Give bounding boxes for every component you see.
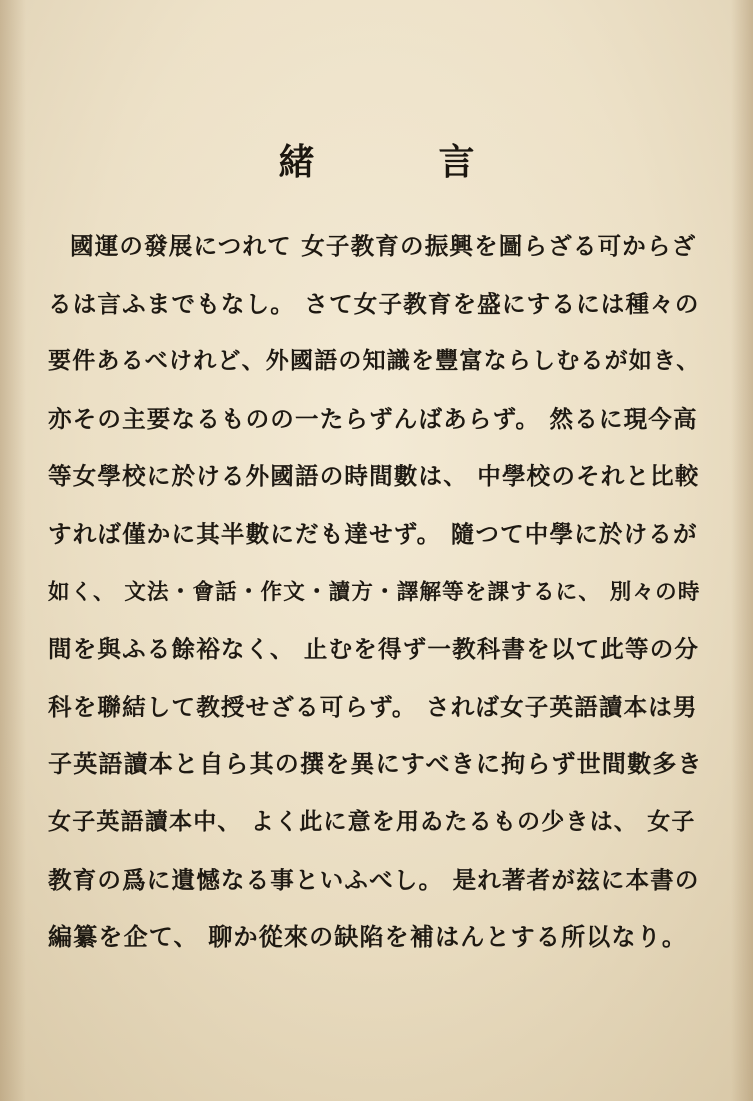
text-line: 間を與ふる餘裕なく、 止むを得ず一教科書を以て此等の分 xyxy=(48,635,700,664)
text-line: すれば僅かに其半數にだも達せず。 隨つて中學に於けるが xyxy=(48,519,698,548)
text-line: 女子英語讀本中、 よく此に意を用ゐたるもの少きは、 女子 xyxy=(48,808,696,835)
text-line: 科を聯結して教授せざる可らず。 されば女子英語讀本は男 xyxy=(48,692,698,721)
text-line: 亦その主要なるものの一たらずんばあらず。 然るに現今高 xyxy=(48,404,698,433)
text-line: 國運の發展につれて 女子教育の振興を圖らざる可からざ xyxy=(70,232,697,260)
text-line: 教育の爲に遺憾なる事といふべし。 是れ著者が玆に本書の xyxy=(48,865,700,894)
text-line: 等女學校に於ける外國語の時間數は、 中學校のそれと比較 xyxy=(48,462,700,491)
text-line: 編纂を企て、 聊か從來の缺陷を補はんとする所以なり。 xyxy=(48,923,688,952)
preface-body xyxy=(48,218,708,967)
text-line: 如く、 文法・會話・作文・讀方・譯解等を課するに、 別々の時 xyxy=(48,579,701,605)
text-line: 要件あるべけれど、外國語の知識を豐富ならしむるが如き、 xyxy=(48,348,701,375)
text-line: るは言ふまでもなし。 さて女子教育を盛にするには種々の xyxy=(48,289,700,318)
page-title: 緒 言 xyxy=(278,141,519,183)
text-line: 子英語讀本と自ら其の撰を異にすべきに拘らず世間數多き xyxy=(48,750,703,779)
